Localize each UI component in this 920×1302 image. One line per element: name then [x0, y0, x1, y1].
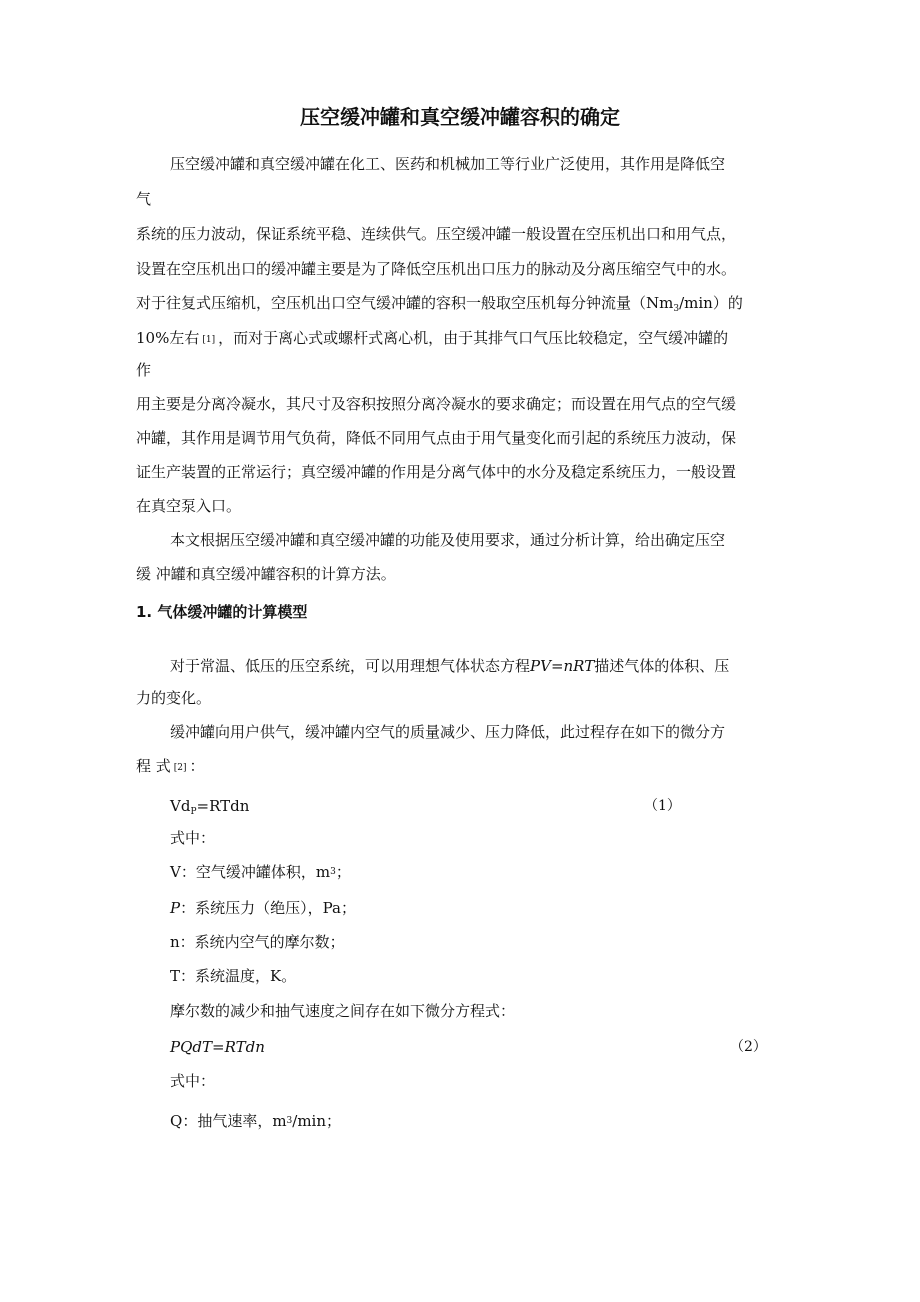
definition-tail: /min；	[292, 1112, 342, 1130]
text-line: 设置在空压机出口的缓冲罐主要是为了降低空压机出口压力的脉动及分离压缩空气中的水。	[136, 260, 737, 278]
text-line: 冲罐，其作用是调节用气负荷，降低不同用气点由于用气量变化而引起的系统压力波动，保	[136, 429, 737, 447]
definition-line	[170, 862, 351, 882]
text-span: 程 式	[136, 757, 171, 775]
definition-line	[170, 932, 345, 952]
equation-part: Vd	[170, 797, 191, 815]
text-span: ，而对于离心式或螺杆式离心机，由于其排气口气压比较稳定，空气缓冲罐的	[218, 329, 729, 347]
text-line: 缓 冲罐和真空缓冲罐容积的计算方法。	[136, 565, 396, 583]
citation-ref: [2]	[173, 763, 187, 773]
text-line: 证生产装置的正常运行；真空缓冲罐的作用是分离气体中的水分及稳定系统压力，一般设置	[136, 463, 737, 481]
symbol: Q	[170, 1112, 183, 1130]
text-span: /min）的	[679, 294, 743, 312]
definition-text: ：系统温度，K。	[180, 967, 297, 985]
text-line: 作	[136, 361, 152, 379]
equation-1	[170, 796, 249, 822]
symbol: P	[170, 899, 181, 917]
text-line: 式中：	[170, 829, 216, 847]
definition-text: ：抽气速率，m	[182, 1112, 287, 1130]
text-line	[136, 328, 728, 350]
text-line: 力的变化。	[136, 689, 212, 707]
definition-line	[170, 966, 296, 986]
formula: PV=nRT	[530, 657, 595, 675]
subscript: 3	[673, 304, 680, 314]
text-span: 描述气体的体积、压	[594, 657, 730, 675]
text-line	[170, 656, 729, 676]
definition-text: ：系统内空气的摩尔数；	[179, 933, 345, 951]
equation-2	[170, 1037, 265, 1057]
text-line: 缓冲罐向用户供气，缓冲罐内空气的质量减少、压力降低，此过程存在如下的微分方	[170, 723, 726, 741]
text-line: 摩尔数的减少和抽气速度之间存在如下微分方程式：	[170, 1002, 516, 1020]
symbol: T	[170, 967, 181, 985]
text-line: 系统的压力波动，保证系统平稳、连续供气。压空缓冲罐一般设置在空压机出口和用气点，	[136, 225, 737, 243]
definition-tail: ；	[335, 863, 351, 881]
symbol: V	[170, 863, 181, 881]
definition-line	[170, 898, 356, 918]
unit-superscript: 3	[286, 1116, 293, 1126]
definition-text: ：空气缓冲罐体积，m	[180, 863, 331, 881]
definition-line	[170, 1111, 341, 1131]
subscript: P	[190, 807, 197, 817]
text-line: 本文根据压空缓冲罐和真空缓冲罐的功能及使用要求，通过分析计算，给出确定压空	[170, 531, 726, 549]
text-span: ：	[189, 757, 205, 775]
text-line: 气	[136, 190, 152, 208]
unit-superscript: 3	[330, 867, 336, 877]
definition-text: ：系统压力（绝压），Pa；	[180, 899, 356, 917]
section-heading: 1. 气体缓冲罐的计算模型	[136, 603, 308, 621]
symbol: n	[170, 933, 180, 951]
equation-number: （2）	[730, 1039, 767, 1055]
text-line: 式中：	[170, 1072, 216, 1090]
text-span: 对于常温、低压的压空系统，可以用理想气体状态方程	[170, 657, 531, 675]
text-line	[136, 293, 743, 319]
citation-ref: [1]	[202, 335, 216, 345]
document-title: 压空缓冲罐和真空缓冲罐容积的确定	[300, 105, 620, 129]
text-span: 对于往复式压缩机，空压机出口空气缓冲罐的容积一般取空压机每分钟流量（Nm	[136, 294, 674, 312]
text-span: 10%左右	[136, 329, 200, 347]
text-line: 用主要是分离冷凝水，其尺寸及容积按照分离冷凝水的要求确定；而设置在用气点的空气缓	[136, 395, 737, 413]
equation-part: PQdT=RTdn	[170, 1038, 265, 1056]
text-line	[136, 756, 205, 778]
equation-number: （1）	[644, 798, 681, 814]
text-line: 在真空泵入口。	[136, 497, 242, 515]
equation-part: =RTdn	[196, 797, 250, 815]
text-line: 压空缓冲罐和真空缓冲罐在化工、医药和机械加工等行业广泛使用，其作用是降低空	[170, 155, 726, 173]
